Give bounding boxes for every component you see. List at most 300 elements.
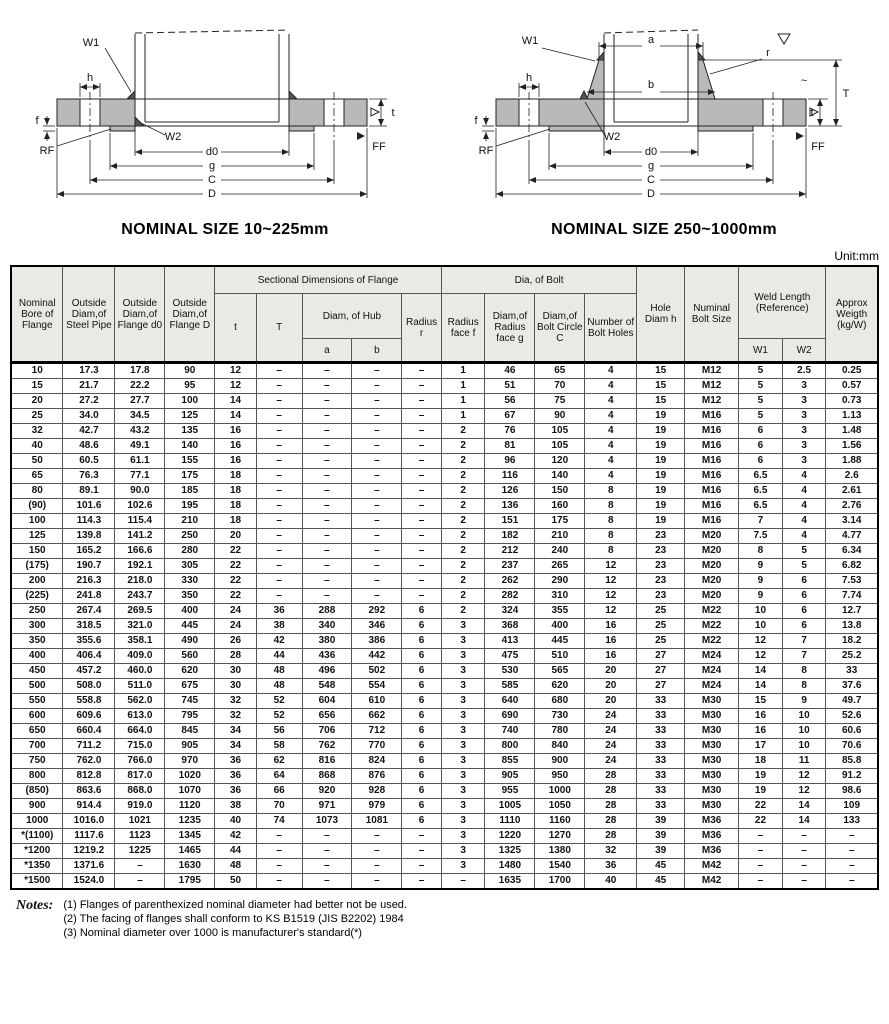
cell: 75 — [535, 394, 585, 409]
cell: – — [402, 589, 442, 604]
table-row — [11, 619, 878, 634]
cell: 28 — [215, 649, 257, 664]
cell: 48 — [215, 859, 257, 874]
cell: 664.0 — [115, 724, 165, 739]
cell: 1524.0 — [63, 874, 115, 890]
cell: – — [826, 874, 878, 890]
cell: 15 — [637, 363, 685, 379]
cell: M30 — [685, 739, 739, 754]
cell: 3 — [782, 379, 826, 394]
cell: 3 — [441, 664, 485, 679]
cell: 1117.6 — [63, 829, 115, 844]
cell: – — [256, 859, 302, 874]
cell: 24 — [215, 619, 257, 634]
cell: 52 — [256, 694, 302, 709]
cell: – — [352, 859, 402, 874]
cell: 241.8 — [63, 589, 115, 604]
cell: M36 — [685, 844, 739, 859]
cell: 18 — [215, 514, 257, 529]
cell: 706 — [302, 724, 352, 739]
cell: 34.0 — [63, 409, 115, 424]
cell: 192.1 — [115, 559, 165, 574]
dim-label-ff: FF — [372, 141, 386, 153]
cell: 1 — [441, 363, 485, 379]
cell: 12 — [739, 649, 783, 664]
cell: 2 — [441, 529, 485, 544]
cell: 267.4 — [63, 604, 115, 619]
cell: 368 — [485, 619, 535, 634]
cell: 21.7 — [63, 379, 115, 394]
cell: 914.4 — [63, 799, 115, 814]
cell: 165.2 — [63, 544, 115, 559]
cell: M16 — [685, 469, 739, 484]
table-row — [11, 634, 878, 649]
dim-label-h: h — [86, 72, 94, 84]
cell: – — [302, 363, 352, 379]
cell: 6 — [402, 619, 442, 634]
cell: 6.5 — [739, 484, 783, 499]
cell: 2.5 — [782, 363, 826, 379]
cell: 25 — [637, 604, 685, 619]
cell: 250 — [165, 529, 215, 544]
cell: – — [739, 874, 783, 890]
col-header-flange-d0: Outside Diam,of Flange d0 — [115, 266, 165, 363]
cell: 604 — [302, 694, 352, 709]
cell: 6 — [402, 784, 442, 799]
cell: 25 — [637, 619, 685, 634]
cell: 139.8 — [63, 529, 115, 544]
cell: M16 — [685, 484, 739, 499]
cell: 950 — [535, 769, 585, 784]
col-header-T: T — [256, 294, 302, 363]
cell: 13.8 — [826, 619, 878, 634]
cell: 1380 — [535, 844, 585, 859]
cell: 970 — [165, 754, 215, 769]
cell: 502 — [352, 664, 402, 679]
cell: M16 — [685, 424, 739, 439]
cell: 560 — [165, 649, 215, 664]
table-row — [11, 409, 878, 424]
table-row — [11, 664, 878, 679]
cell: 32 — [215, 709, 257, 724]
cell: – — [352, 394, 402, 409]
cell: M20 — [685, 559, 739, 574]
cell: 22 — [215, 559, 257, 574]
cell: 565 — [535, 664, 585, 679]
cell: 15 — [11, 379, 63, 394]
cell: – — [352, 544, 402, 559]
cell: 10 — [782, 724, 826, 739]
caption-left: NOMINAL SIZE 10~225mm — [121, 221, 329, 238]
cell: 5 — [782, 559, 826, 574]
dim-label-c: C — [208, 174, 216, 186]
cell: 85.8 — [826, 754, 878, 769]
cell: 125 — [165, 409, 215, 424]
cell: 33 — [637, 724, 685, 739]
cell: 15 — [637, 394, 685, 409]
dim-label-rf: RF — [39, 145, 55, 157]
cell: 6 — [782, 619, 826, 634]
cell: – — [402, 439, 442, 454]
cell: 23 — [637, 529, 685, 544]
cell: 530 — [485, 664, 535, 679]
cell: 5 — [739, 379, 783, 394]
cell: M22 — [685, 619, 739, 634]
cell: 42 — [256, 634, 302, 649]
dim-label-t: t — [810, 107, 814, 119]
cell: 19 — [637, 469, 685, 484]
cell: 250 — [11, 604, 63, 619]
cell: 90.0 — [115, 484, 165, 499]
cell: 27 — [637, 664, 685, 679]
cell: 28 — [585, 814, 637, 829]
cell: 30 — [215, 664, 257, 679]
cell: – — [782, 844, 826, 859]
cell: 613.0 — [115, 709, 165, 724]
diagrams-section — [0, 0, 889, 239]
cell: 23 — [637, 544, 685, 559]
cell: 216.3 — [63, 574, 115, 589]
col-header-b: b — [352, 339, 402, 363]
cell: 680 — [535, 694, 585, 709]
cell: 33 — [637, 784, 685, 799]
cell: 475 — [485, 649, 535, 664]
cell: 8 — [585, 484, 637, 499]
cell: 33 — [637, 754, 685, 769]
cell: M22 — [685, 604, 739, 619]
cell: M24 — [685, 679, 739, 694]
cell: 12 — [215, 363, 257, 379]
cell: 6.34 — [826, 544, 878, 559]
cell: 150 — [11, 544, 63, 559]
cell: 5 — [739, 409, 783, 424]
cell: 12 — [215, 379, 257, 394]
cell: 324 — [485, 604, 535, 619]
col-header-flange-D: Outside Diam,of Flange D — [165, 266, 215, 363]
cell: 6 — [402, 799, 442, 814]
cell: 1225 — [115, 844, 165, 859]
table-row — [11, 874, 878, 890]
cell: 762.0 — [63, 754, 115, 769]
cell: 2 — [441, 424, 485, 439]
cell: 135 — [165, 424, 215, 439]
cell: 18 — [739, 754, 783, 769]
cell: M16 — [685, 499, 739, 514]
cell: 2.6 — [826, 469, 878, 484]
cell: 3 — [441, 784, 485, 799]
cell: 141.2 — [115, 529, 165, 544]
cell: 4 — [782, 484, 826, 499]
cell: 195 — [165, 499, 215, 514]
table-row — [11, 514, 878, 529]
cell: – — [352, 363, 402, 379]
cell: 36 — [215, 784, 257, 799]
cell: – — [352, 574, 402, 589]
cell: 1465 — [165, 844, 215, 859]
cell: 16 — [739, 724, 783, 739]
table-row — [11, 814, 878, 829]
cell: 7.5 — [739, 529, 783, 544]
cell: 380 — [302, 634, 352, 649]
cell: M36 — [685, 829, 739, 844]
table-row — [11, 394, 878, 409]
table-row — [11, 709, 878, 724]
cell: 36 — [585, 859, 637, 874]
cell: M20 — [685, 529, 739, 544]
cell: 33 — [637, 709, 685, 724]
cell: 58 — [256, 739, 302, 754]
cell: 1123 — [115, 829, 165, 844]
caption-right: NOMINAL SIZE 250~1000mm — [551, 221, 777, 238]
cell: M30 — [685, 724, 739, 739]
cell: 1000 — [11, 814, 63, 829]
table-row — [11, 559, 878, 574]
cell: 74 — [256, 814, 302, 829]
cell: 43.2 — [115, 424, 165, 439]
cell: 9 — [782, 694, 826, 709]
cell: 292 — [352, 604, 402, 619]
cell: 290 — [535, 574, 585, 589]
cell: 6 — [402, 739, 442, 754]
cell: – — [352, 469, 402, 484]
cell: – — [782, 829, 826, 844]
cell: 18 — [215, 469, 257, 484]
cell: 151 — [485, 514, 535, 529]
cell: 14 — [215, 409, 257, 424]
cell: 812.8 — [63, 769, 115, 784]
group-header-hub: Diam, of Hub — [302, 294, 402, 339]
cell: 90 — [165, 363, 215, 379]
dim-label-f: f — [474, 115, 478, 127]
cell: 23 — [637, 559, 685, 574]
cell: – — [256, 574, 302, 589]
dim-label-d0: d0 — [644, 146, 658, 158]
cell: 8 — [782, 679, 826, 694]
cell: 4 — [585, 439, 637, 454]
cell: 712 — [352, 724, 402, 739]
cell: 185 — [165, 484, 215, 499]
cell: 548 — [302, 679, 352, 694]
cell: 510 — [535, 649, 585, 664]
tilde-mark: ~ — [800, 75, 808, 87]
cell: 6.5 — [739, 499, 783, 514]
cell: – — [352, 499, 402, 514]
cell: – — [256, 559, 302, 574]
cell: 2.61 — [826, 484, 878, 499]
cell: 50 — [11, 454, 63, 469]
cell: 330 — [165, 574, 215, 589]
cell: M30 — [685, 709, 739, 724]
cell: 22 — [739, 799, 783, 814]
cell: 3 — [441, 754, 485, 769]
cell: 800 — [11, 769, 63, 784]
cell: 445 — [535, 634, 585, 649]
cell: 3 — [441, 859, 485, 874]
cell: 4 — [585, 394, 637, 409]
cell: 25.2 — [826, 649, 878, 664]
cell: 1.56 — [826, 439, 878, 454]
notes-items — [63, 898, 407, 940]
cell: 305 — [165, 559, 215, 574]
cell: 558.8 — [63, 694, 115, 709]
cell: 350 — [165, 589, 215, 604]
cell: 22.2 — [115, 379, 165, 394]
cell: 36 — [215, 769, 257, 784]
cell: – — [402, 844, 442, 859]
cell: – — [256, 469, 302, 484]
cell: 45 — [637, 859, 685, 874]
cell: 76 — [485, 424, 535, 439]
cell: – — [402, 559, 442, 574]
cell: 80 — [11, 484, 63, 499]
cell: 62 — [256, 754, 302, 769]
cell: M24 — [685, 664, 739, 679]
cell: 318.5 — [63, 619, 115, 634]
cell: 868 — [302, 769, 352, 784]
cell: 795 — [165, 709, 215, 724]
cell: 15 — [739, 694, 783, 709]
dim-label-f: f — [35, 115, 39, 127]
cell: 9 — [739, 574, 783, 589]
cell: 262 — [485, 574, 535, 589]
cell: 20 — [11, 394, 63, 409]
cell: 27 — [637, 679, 685, 694]
cell: – — [256, 424, 302, 439]
cell: M16 — [685, 439, 739, 454]
dim-label-w1: W1 — [521, 35, 539, 47]
cell: 23 — [637, 589, 685, 604]
cell: – — [402, 529, 442, 544]
cell: 1050 — [535, 799, 585, 814]
cell: M30 — [685, 769, 739, 784]
dim-label-ff: FF — [811, 141, 825, 153]
cell: 7 — [782, 634, 826, 649]
cell: 6 — [402, 814, 442, 829]
note-item: (3) Nominal diameter over 1000 is manufacturer's standard(*) — [63, 927, 362, 939]
cell: 800 — [485, 739, 535, 754]
cell: 662 — [352, 709, 402, 724]
cell: – — [352, 424, 402, 439]
cell: – — [402, 409, 442, 424]
cell: – — [402, 829, 442, 844]
cell: 6 — [782, 604, 826, 619]
cell: 766.0 — [115, 754, 165, 769]
cell: – — [302, 874, 352, 890]
cell: 8 — [739, 544, 783, 559]
cell: 24 — [585, 709, 637, 724]
cell: – — [302, 439, 352, 454]
cell: 48.6 — [63, 439, 115, 454]
cell: 16 — [215, 424, 257, 439]
table-row — [11, 363, 878, 379]
cell: – — [782, 874, 826, 890]
cell: 3 — [441, 769, 485, 784]
cell: 102.6 — [115, 499, 165, 514]
cell: 442 — [352, 649, 402, 664]
cell: 1016.0 — [63, 814, 115, 829]
diagram-left — [6, 4, 444, 239]
cell: 4 — [585, 409, 637, 424]
cell: 10 — [782, 739, 826, 754]
table-row — [11, 589, 878, 604]
cell: 1270 — [535, 829, 585, 844]
cell: 8 — [585, 544, 637, 559]
cell: – — [782, 859, 826, 874]
cell: – — [302, 574, 352, 589]
cell: – — [302, 409, 352, 424]
cell: 37.6 — [826, 679, 878, 694]
cell: 400 — [535, 619, 585, 634]
cell: 3 — [441, 844, 485, 859]
cell: 2 — [441, 604, 485, 619]
cell: 40 — [215, 814, 257, 829]
cell: – — [302, 829, 352, 844]
cell: 19 — [637, 454, 685, 469]
cell: 1 — [441, 394, 485, 409]
cell: 762 — [302, 739, 352, 754]
cell: 70 — [256, 799, 302, 814]
cell: – — [302, 484, 352, 499]
cell: 115.4 — [115, 514, 165, 529]
cell: 1635 — [485, 874, 535, 890]
cell: 2 — [441, 469, 485, 484]
cell: 920 — [302, 784, 352, 799]
cell: 0.57 — [826, 379, 878, 394]
cell: 928 — [352, 784, 402, 799]
cell: 900 — [535, 754, 585, 769]
cell: – — [115, 859, 165, 874]
cell: 1.48 — [826, 424, 878, 439]
cell: 1480 — [485, 859, 535, 874]
col-header-radius-face-g: Diam,of Radius face g — [485, 294, 535, 363]
cell: 19 — [739, 769, 783, 784]
cell: 955 — [485, 784, 535, 799]
cell: 61.1 — [115, 454, 165, 469]
cell: 175 — [535, 514, 585, 529]
cell: 65 — [11, 469, 63, 484]
cell: 18 — [215, 484, 257, 499]
cell: – — [302, 844, 352, 859]
cell: 95 — [165, 379, 215, 394]
cell: 3 — [441, 619, 485, 634]
cell: 4 — [782, 514, 826, 529]
cell: *1200 — [11, 844, 63, 859]
cell: 46 — [485, 363, 535, 379]
cell: 19 — [637, 424, 685, 439]
cell: 711.2 — [63, 739, 115, 754]
cell: 610 — [352, 694, 402, 709]
cell: – — [302, 394, 352, 409]
cell: 25 — [637, 634, 685, 649]
cell: 0.25 — [826, 363, 878, 379]
cell: 346 — [352, 619, 402, 634]
cell: – — [256, 589, 302, 604]
cell: – — [739, 829, 783, 844]
table-row — [11, 829, 878, 844]
cell: 32 — [215, 694, 257, 709]
cell: 4 — [585, 379, 637, 394]
cell: 2 — [441, 544, 485, 559]
cell: M20 — [685, 589, 739, 604]
cell: 20 — [215, 529, 257, 544]
cell: 824 — [352, 754, 402, 769]
cell: 3 — [782, 424, 826, 439]
cell: 400 — [11, 649, 63, 664]
table-row — [11, 724, 878, 739]
cell: 40 — [11, 439, 63, 454]
cell: 770 — [352, 739, 402, 754]
cell: – — [302, 544, 352, 559]
